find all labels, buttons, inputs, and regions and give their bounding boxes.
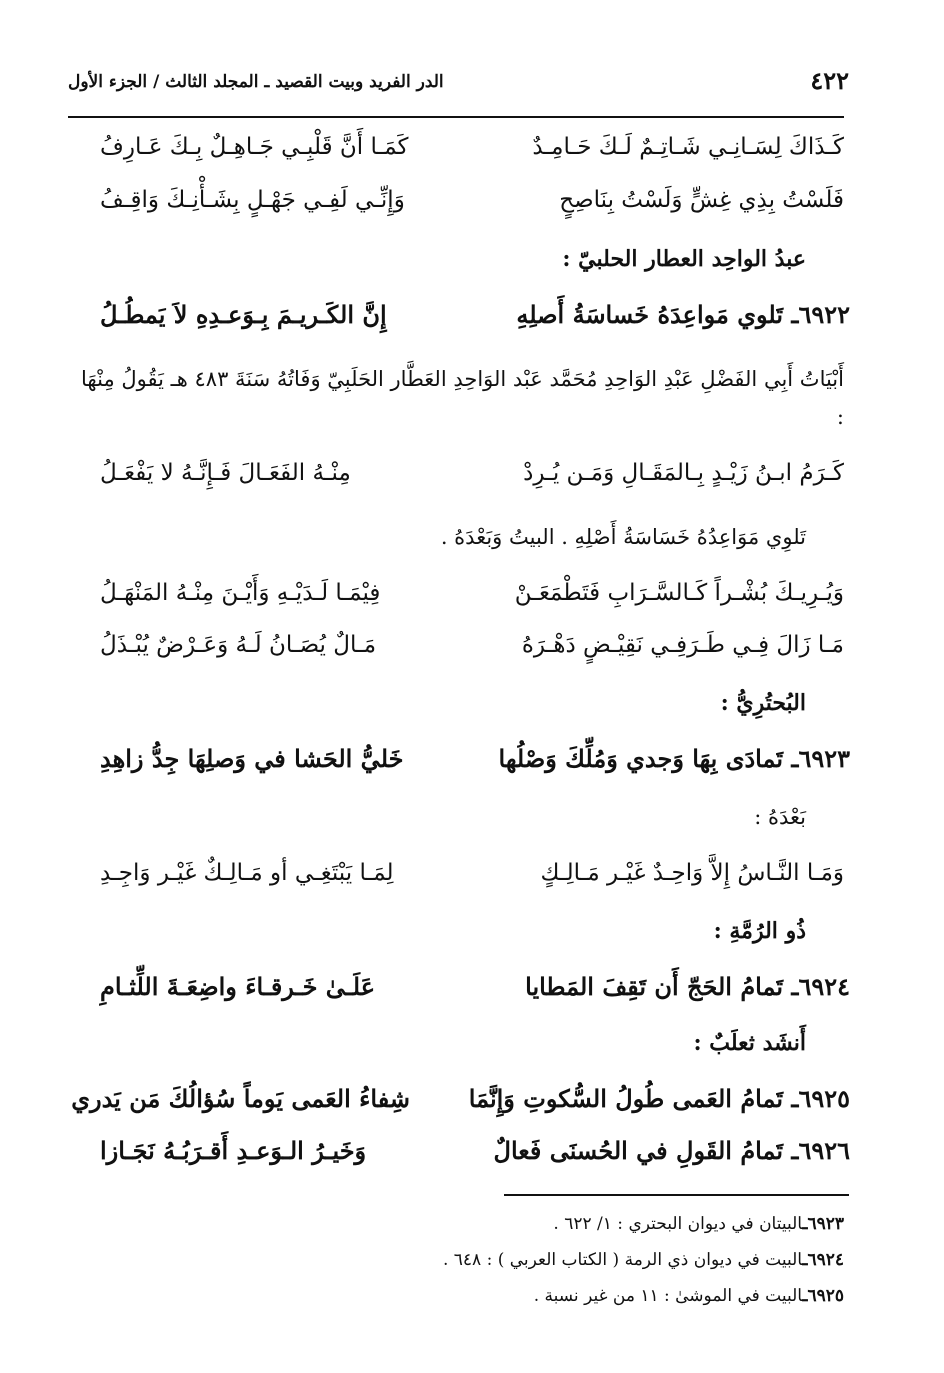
verse-second-hemistich: عَلَـىٰ خَـرقـاءَ واضِعَـةَ اللِّثـامِ [100, 972, 376, 1001]
verse-first-hemistich: ٦٩٢٢ـ تَلوي مَواعِدَهُ خَساسَةُ أَصلِهِ [516, 300, 850, 329]
verse-first-hemistich: ٦٩٢٣ـ تَمادَى بِهَا وَجدي وَمُلِّكَ وَصْلُها [498, 744, 850, 773]
numbered-verse-6922 [100, 300, 850, 346]
verse-line [100, 860, 844, 906]
verse-first-hemistich: كَـرَمُ ابـنُ زَيْـدٍ بِـالمَقَـالِ وَمَـن يُـرِدْ [523, 460, 844, 486]
footnote-number: ٦٩٢٣ـ [802, 1214, 844, 1234]
footnote-number: ٦٩٢٤ـ [802, 1250, 844, 1270]
verse-second-hemistich: مَـالٌ يُصَـانُ لَـهُ وَعَـرْضٌ يُبْـذَلُ [100, 632, 377, 658]
verse-first-hemistich: فَلَسْتُ بِذِي غِشٍّ وَلَسْتُ بِنَاصِحٍ [559, 187, 844, 213]
prose-line: تَلوِي مَوَاعِدُهُ خَسَاسَةُ أَصْلِهِ . البيتُ وَبَعْدَهُ . [440, 525, 806, 549]
page-header [68, 66, 849, 106]
page-number: ٤٢٢ [810, 66, 849, 95]
verse-second-hemistich: وَخَيـرُ الـوَعـدِ أَقـرَبُـهُ نَجَـازا [100, 1136, 367, 1165]
footnote [443, 1250, 844, 1270]
numbered-verse-6923 [100, 744, 850, 790]
verse-second-hemistich: كَمَـا أَنَّ قَلْبِـي جَـاهِـلٌ بِـكَ عَـارِفُ [100, 134, 409, 160]
numbered-verse-6925 [71, 1084, 850, 1130]
footnote-text: البيت في الموشىٰ : ١١ من غير نسبة . [533, 1286, 803, 1306]
header-rule [68, 116, 844, 118]
verse-first-hemistich: ٦٩٢٤ـ تَمامُ الحَجّ أَن تَقِفَ المَطايا [525, 972, 850, 1001]
verse-line [100, 187, 844, 233]
verse-second-hemistich: فِيْمَـا لَـدَيْـهِ وَأَيْـنَ مِنْـهُ المَنْهَـلُ [100, 580, 381, 606]
verse-second-hemistich: شِفاءُ العَمى يَوماً سُؤالُكَ مَن يَدري [71, 1084, 410, 1113]
poet-heading: ذُو الرُمَّةِ : [713, 918, 806, 944]
verse-line [100, 460, 844, 506]
verse-second-hemistich: مِنْـهُ الفَعَـالَ فَـإِنَّـهُ لا يَفْعَـلُ [100, 460, 351, 486]
numbered-verse-6924 [100, 972, 850, 1018]
verse-second-hemistich: وَإِنِّـي لَفِـي جَهْـلٍ بِشَـأْنِـكَ وَاقِـفُ [100, 187, 405, 213]
poet-heading: البُحتُرِيُّ : [720, 690, 806, 716]
verse-first-hemistich: كَـذَاكَ لِسَـانِـي شَـاتِـمٌ لَـكَ حَـامِـدٌ [532, 134, 844, 160]
verse-line [100, 632, 844, 678]
verse-first-hemistich: وَيُـرِيـكَ بُشْـراً كَـالسَّـرَابِ فَتَطْمَعَـنْ [514, 580, 844, 606]
numbered-verse-6926 [100, 1136, 850, 1182]
after-label: بَعْدَهُ : [754, 805, 806, 829]
poet-heading: أَنشَد ثعلَبٌ : [693, 1030, 806, 1056]
verse-second-hemistich: إِنَّ الكَـريـمَ بِـوَعـدِهِ لاَ يَمطُـلُ [100, 300, 387, 329]
footnote-text: البيت في ديوان ذي الرمة ( الكتاب العربي ) : ٦٤٨ . [442, 1250, 803, 1270]
verse-first-hemistich: ٦٩٢٥ـ تَمامُ العَمى طُولُ السُّكوتِ وَإِنَّمَا [468, 1084, 850, 1113]
verse-line [100, 134, 844, 180]
verse-line [100, 580, 844, 626]
verse-first-hemistich: مَـا زَالَ فِـي طَـرَفِـي نَقِيْـضٍ دَهْـرَهُ [521, 632, 844, 658]
running-title: الدر الفريد وبيت القصيد ـ المجلد الثالث / الجزء الأول [68, 72, 444, 92]
verse-first-hemistich: ٦٩٢٦ـ تَمامُ القَولِ في الحُسنَى فَعالٌ [493, 1136, 850, 1165]
prose-paragraph: أَبْيَاتُ أَبِي الفَضْلِ عَبْدِ الوَاحِدِ مُحَمَّد عَبْد الوَاحِدِ العَطَّار الحَلَبِيّ وَفَاتُهُ سَنَةَ ٤٨٣ هـ يَقُولُ مِنْهَا : [81, 367, 844, 429]
verse-second-hemistich: لِمَـا يَبْتَغِـي أو مَـالِـكٌ غَيْـر وَاجِـدِ [100, 860, 394, 886]
footnote-text: البيتان في ديوان البحتري : ١/ ٦٢٢ . [553, 1214, 803, 1234]
poet-heading: عبدُ الواحِد العطار الحلبيّ : [562, 246, 806, 272]
footnote-number: ٦٩٢٥ـ [802, 1286, 844, 1306]
footnote-rule [504, 1194, 849, 1196]
footnote [534, 1286, 844, 1306]
footnote [553, 1214, 844, 1234]
verse-second-hemistich: خَليُّ الحَشا في وَصلِهَا جِدُّ زاهِدِ [100, 744, 404, 773]
verse-first-hemistich: وَمَـا النَّـاسُ إِلاَّ وَاحِـدٌ غَيْـر مَـالِـكٍ [540, 860, 844, 886]
